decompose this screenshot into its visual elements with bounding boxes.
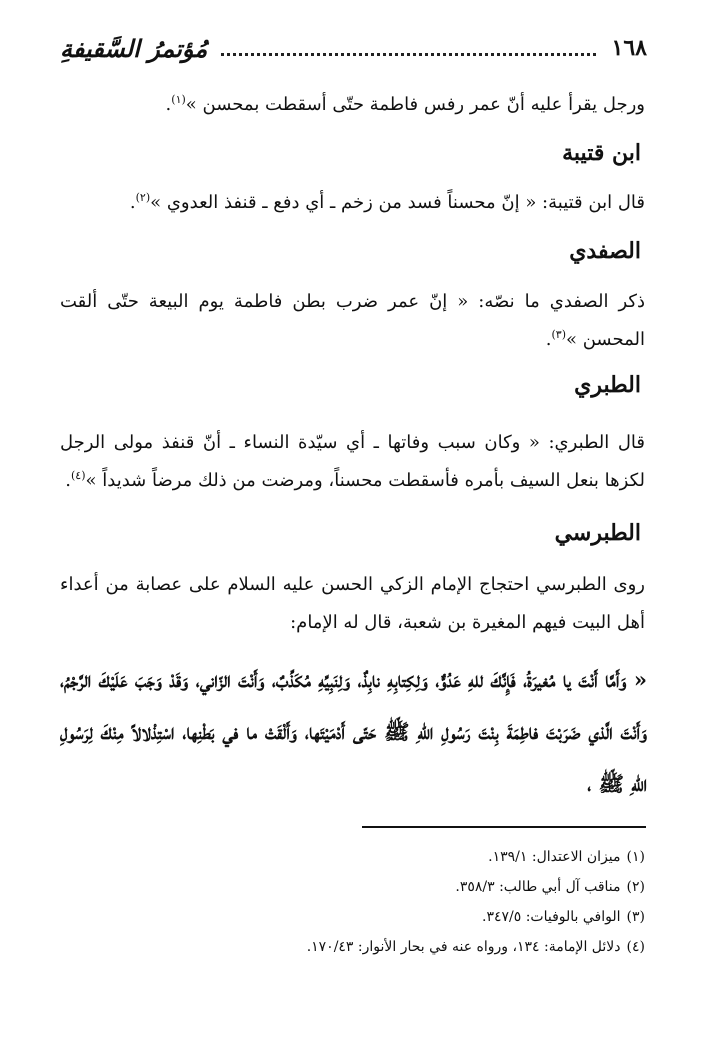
footnote-ref-3: (٣) [551, 328, 566, 341]
footnote-text: دلائل الإمامة: ١٣٤، ورواه عنه في بحار الأنوار: ١٧٠/٤٣. [306, 939, 621, 955]
page-header [60, 28, 647, 68]
page-number: ١٦٨ [611, 35, 647, 61]
footnote-text: الوافي بالوفيات: ٣٤٧/٥. [482, 909, 621, 925]
safadi-text: ذكر الصفدي ما نصّه: « إنّ عمر ضرب بطن فاطمة يوم البيعة حتّى ألقت المحسن » [60, 291, 645, 350]
footnote-item [60, 872, 645, 902]
heading-safadi: الصفدي [569, 238, 641, 264]
footnote-text: ميزان الاعتدال: ١٣٩/١. [488, 849, 621, 865]
paragraph-safadi: ذكر الصفدي ما نصّه: « إنّ عمر ضرب بطن فاطمة يوم البيعة حتّى ألقت المحسن »$^{(٣)}$. [60, 291, 645, 350]
footnote-number: (١) [626, 849, 645, 865]
footnote-ref-1: (١) [171, 93, 186, 106]
footnote-item [60, 932, 645, 962]
header-dotted-leader [221, 53, 595, 56]
footnote-item [60, 902, 645, 932]
footnote-ref-2: (٢) [135, 191, 151, 204]
paragraph-tabari: قال الطبري: « وكان سبب وفاتها ـ أي سيّدة النساء ـ أنّ قنفذ مولى الرجل لكزها بنعل السيف بأمره فأسقطت محسناً، ومرضت من ذلك مرضاً شديداً »$^{(٤)}$. [60, 432, 645, 491]
heading-ibn-qutayba: ابن قتيبة [562, 140, 641, 166]
imam-quote: « وَأَمَّا أَنْتَ يا مُغيرَةُ، فَإِنَّكَ للهِ عَدُوٌّ، وَلِكِتابِهِ نابِذٌ، وَلِنَبِيِّهِ مُكَذِّبٌ، وَأَنْتَ الزّاني، وَقَدْ وَجَبَ عَلَيْكَ الرَّجْمُ، وَأَنْتَ الَّذي ضَرَبْتَ فاطِمَةَ بِنْتَ رَسُولِ اللهِ ﷺ حَتّى أَدْمَيْتَها، وَأَلْقَتْ ما في بَطْنِها، اسْتِذْلالاً مِنْكَ لِرَسُولِ اللهِ ﷺ ، [60, 667, 647, 796]
footnote-number: (٢) [626, 879, 645, 895]
footnote-item [60, 842, 645, 872]
tabari-text: قال الطبري: « وكان سبب وفاتها ـ أي سيّدة النساء ـ أنّ قنفذ مولى الرجل لكزها بنعل السيف بأمره فأسقطت محسناً، ومرضت من ذلك مرضاً شديداً » [60, 432, 645, 491]
intro-line: ورجل يقرأ عليه أنّ عمر رفس فاطمة حتّى أسقطت بمحسن »$^{(١)}$. [165, 93, 645, 115]
paragraph-ibn-qutayba: قال ابن قتيبة: « إنّ محسناً فسد من زخم ـ أي دفع ـ قنفذ العدوي »$^{(٢)}$. [129, 191, 645, 213]
heading-tabrisi: الطبرسي [554, 520, 641, 546]
paragraph-tabrisi: روى الطبرسي احتجاج الإمام الزكي الحسن عليه السلام على عصابة من أعداء أهل البيت فيهم المغيرة بن شعبة، قال له الإمام: [60, 574, 645, 633]
footnote-ref-4: (٤) [71, 469, 86, 482]
footnote-text: مناقب آل أبي طالب: ٣٥٨/٣. [455, 879, 621, 895]
footnote-number: (٤) [626, 939, 645, 955]
book-title: مُؤتمرُ السَّقيفةِ [60, 33, 208, 63]
footnote-number: (٣) [626, 909, 645, 925]
footnotes [60, 842, 645, 962]
intro-text: ورجل يقرأ عليه أنّ عمر رفس فاطمة حتّى أسقطت بمحسن » [185, 94, 645, 115]
ibn-qutayba-text: قال ابن قتيبة: « إنّ محسناً فسد من زخم ـ أي دفع ـ قنفذ العدوي » [150, 192, 645, 213]
footnote-separator [362, 826, 646, 828]
heading-tabari: الطبري [574, 372, 641, 398]
